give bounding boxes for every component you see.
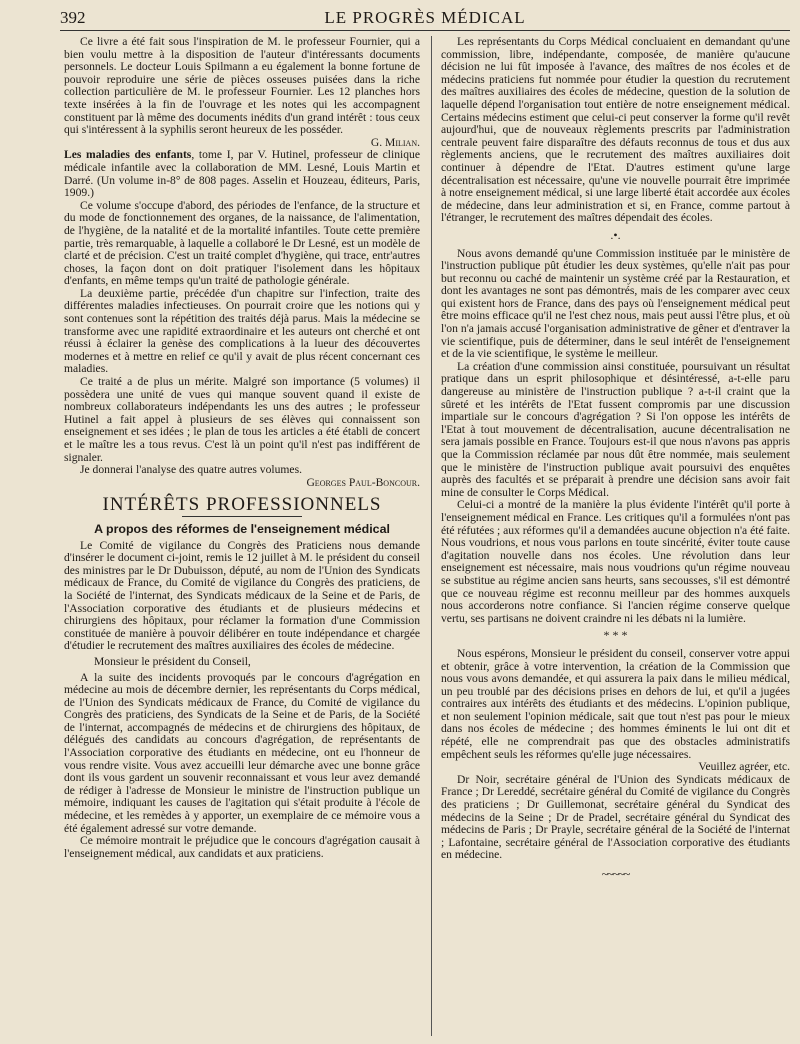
signatories: Dr Noir, secrétaire général de l'Union des Syndicats médicaux de France ; Dr Lereddé, secrétaire général du Comité de vigilance du Congrès des praticiens ; Dr Guillemonat, secrétaire général du Syndicat des médecins de la Seine ; Dr de Pradel, secrétaire général du Syndicat des médecins de Paris ; Dr Prayle, secrétaire général de la Société de l'internat ; Lafontaine, secrétaire général de l'Association corporative des étudiants en médecine. <box>441 772 790 862</box>
paragraph: La deuxième partie, précédée d'un chapitre sur l'infection, traite des différentes maladies infectieuses. On pourrait croire que les notions qui y sont contenues sont la répétition des traités déjà parus. Mais la médecine se transforme avec une rapidité extraordinaire et les auteurs ont cherché et ont réussi à éclairer la genèse des complications à la lueur des découvertes modernes et à mettre en relief ce qu'il y avait de plus récent concernant ces maladies. <box>64 286 420 376</box>
header-rule <box>60 30 790 31</box>
section-title: INTÉRÊTS PROFESSIONNELS <box>102 494 382 516</box>
ornament-stars: * * * <box>603 628 628 643</box>
signature: Georges Paul-Boncour. <box>306 475 420 489</box>
paragraph: A la suite des incidents provoqués par le concours d'agrégation en médecine au mois de décembre dernier, les représentants du Corps médical, de l'Union des Syndicats médicaux de France, du Comité de vigilance du Congrès des praticiens, des Syndicats de la Seine et de Paris, de la Société de l'internat, accompagnés de médecins et de chirurgiens des hôpitaux, de délégués des candidats au concours d'agrégation, de représentants de l'Association corporative des étudiants en médecine, ont eu l'honneur de vous rendre visite. Vous avez accueilli leur démarche avec une bonne grâce dont ils vous gardent un souvenir reconnaissant et vous leur avez demandé de rédiger à l'adresse de Monsieur le ministre de l'instruction publique un mémoire, indiquant les causes de l'agitation qui s'était produite à l'école de médecine, et les remèdes à y apporter, un exemplaire de ce mémoire vous a été également adressé sur votre demande. <box>64 670 420 835</box>
paragraph: Je donnerai l'analyse des quatre autres volumes. <box>80 463 302 477</box>
paragraph: Ce livre a été fait sous l'inspiration de M. le professeur Fournier, qui a bien voulu mettre à la disposition de l'auteur d'intéressants documents personnels. Le docteur Louis Spilmann a eu également la bonne fortune de pouvoir reproduire une série de pièces osseuses puisées dans la riche collection particulière de M. le professeur Fournier. Les 12 planches hors texte insérées à la fin de l'ouvrage et les notes qui les accompagnent constituent par là même des documents inédits d'un grand intérêt : tous ceux qui s'intéressent à la syphilis seront heureux de les posséder. <box>64 35 420 137</box>
section-rule <box>182 516 302 517</box>
paragraph: Celui-ci a montré de la manière la plus évidente l'intérêt qu'il porte à l'enseignement médical en France. Les critiques qu'il a formulées n'ont pas été réfutées ; aux réformes qu'il a demandées aucune objection n'a été faite. Nous voudrions, et nous vous parlons en toute sincérité, éviter toute cause d'agitation nouvelle dans nos écoles. Une révolution dans leur enseignement est nécessaire, mais nous voudrions qu'un régime nouveau se substitue au régime ancien sans heurts, sans secousses, s'il est démontré que ce nouveau régime est reconnu meilleur par des hommes auxquels nous accorderons notre confiance. Si l'ancien régime conserve quelque vertu, ses partisans ne doivent craindre ni les débats ni la lumière. <box>441 498 790 625</box>
signature: G. Milian. <box>370 135 420 149</box>
article-heading: A propos des réformes de l'enseignement médical <box>94 521 390 536</box>
paragraph: Les représentants du Corps Médical concluaient en demandant qu'une commission, libre, indépendante, composée, de manière qu'aucune décision ne lui fût imposée à l'avance, des maîtres de nos écoles et de médecins praticiens fut nommée pour étudier la question du recrutement des maîtres auxiliaires des écoles de médecine, question de la solution de laquelle dépend l'organisation tout entière de notre enseignement médical. Certains médecins estiment que celui-ci peut conserver la forme qu'il revêt aujourd'hui, que de nouveaux règlements prescrits par l'administration centrale peuvent faire disparaître des défauts reconnus de tous et dus aux règlements anciens, que le recrutement des maîtres auxiliaires doit continuer à dépendre de l'Etat. D'autres estiment qu'une large décentralisation est nécessaire, qu'une vie nouvelle pourrait être imprimée à notre enseignement médical, si une large liberté était accordée aux écoles de médecine, dans leur administration et si, en France, comme partout à l'étranger, le recrutement des maîtres dépendait des écoles. <box>441 35 790 225</box>
column-divider <box>431 36 432 1036</box>
paragraph: Ce volume s'occupe d'abord, des périodes de l'enfance, de la structure et du mode de fonctionnement des organes, de la naissance, de l'alimentation, de l'hygiène, de la natalité et de la mortalité infantiles. Toute cette première partie, très remarquable, à laquelle a collaboré le Dr Lesné, est un modèle de clarté et de précision. C'est un traité complet d'hygiène, qui trace, entr'autres choses, la façon dont on doit pratiquer l'isolement dans les hôpitaux d'enfants, en même temps qu'un traité de pathologie générale. <box>64 198 420 288</box>
left-column <box>64 36 420 860</box>
paragraph: Le Comité de vigilance du Congrès des Praticiens nous demande d'insérer le document ci-joint, remis le 12 juillet à M. le président du conseil des ministres par le Dr Dubuisson, député, au nom de l'Union des Syndicats médicaux de France, du Comité de vigilance du Congrès des praticiens, de la Société de l'internat, des Syndicats médicaux de la Seine et de Paris, de l'Association corporative des étudiants et de plusieurs médecins et chirurgiens des hôpitaux, pour réclamer la formation d'une Commission constituée de manière à pouvoir délibérer en toute indépendance et chargée d'étudier le recrutement des maîtres auxiliaires des écoles de médecine. <box>64 538 420 653</box>
ornament-dots: .•. <box>610 227 621 242</box>
closing: Veuillez agréer, etc. <box>698 760 790 774</box>
paragraph: Nous avons demandé qu'une Commission instituée par le ministère de l'instruction publique pût étudier les deux systèmes, qu'elle n'ait pas pour but reconnu ou caché de maintenir un système créé par la Restauration, et dont les avantages ne sont pas démontrés, mais de les comparer avec ceux qui existent hors de France, dans des pays où l'enseignement médical peut être moins efficace qu'il ne l'est chez nous, mais peut aussi l'être plus, et où l'on n'a jamais accusé l'organisation administrative de gêner et d'entraver la vie scientifique, puis de déterminer, dans le seul intérêt de l'enseignement et de la vie scientifique, le système le meilleur. <box>441 246 790 361</box>
paragraph: Ce traité a de plus un mérite. Malgré son importance (5 volumes) il possèdera une unité de vues qui manque souvent quand il existe de nombreux collaborateurs indépendants les uns des autres ; le professeur Hutinel a fait appel à plusieurs de ses élèves qui connaissent son enseignement et ses idées ; le plan de tous les articles a été établi de concert et le maître les a tous revus. C'est là un point qu'il n'est pas indifférent de signaler. <box>64 375 420 464</box>
paragraph: Ce mémoire montrait le préjudice que le concours d'agrégation causait à l'enseignement médical, aux candidats et aux praticiens. <box>64 834 420 860</box>
paragraph: Nous espérons, Monsieur le président du conseil, conserver votre appui et obtenir, grâce à votre intervention, la création de la Commission que nous vous avons demandée, et qui assurera la paix dans le milieu médical, un peu troublé par des décisions prises en dehors de lui, et qu'il a jugées contraires aux intérêts des étudiants et des médecins. L'opinion publique, et non seulement l'opinion médicale, sait que tout n'est pas pour le mieux dans nos écoles de médecine ; des hommes éminents le lui ont dit et répété, elle ne comprendrait pas que des obstacles administratifs empêchent seuls les réformes qu'elle juge nécessaires. <box>441 646 790 761</box>
right-column <box>441 36 790 887</box>
review-entry <box>64 149 420 199</box>
salutation: Monsieur le président du Conseil, <box>94 654 251 668</box>
journal-title: LE PROGRÈS MÉDICAL <box>324 8 526 27</box>
review-details: , tome I, par V. Hutinel, professeur de clinique médicale infantile avec la collaboration de MM. Lesné, Louis Martin et Darré. (Un volume in-8° de 808 pages. Asselin et Houzeau, éditeurs, Paris, 1909.) <box>64 148 420 200</box>
ornament-squiggle: ~~~~~ <box>601 867 630 881</box>
paragraph: La création d'une commission ainsi constituée, poursuivant un résultat pratique dans un esprit philosophique et désintéressé, a-t-elle paru dangereuse au ministère de l'instruction publique ? a-t-il craint que la sûreté et les intérêts de l'Etat fussent compromis par une discussion impartiale sur le concours d'agrégation ? Si l'on oppose les intérêts de l'Etat à tout mouvement de décentralisation, aucune décentralisation ne sera jamais possible en France. Toujours est-il que nous n'avons pas appris que la Commission réclamée par nous dût être nommée, mais seulement que le ministère de l'instruction publique avait poursuivi des enquêtes auprès des facultés et se préparait à prendre une décision sans avoir fait mine de consulter le Corps Médical. <box>441 359 790 499</box>
review-title: Les maladies des enfants <box>64 148 192 162</box>
page-number: 392 <box>60 8 86 27</box>
page-header <box>60 6 790 28</box>
